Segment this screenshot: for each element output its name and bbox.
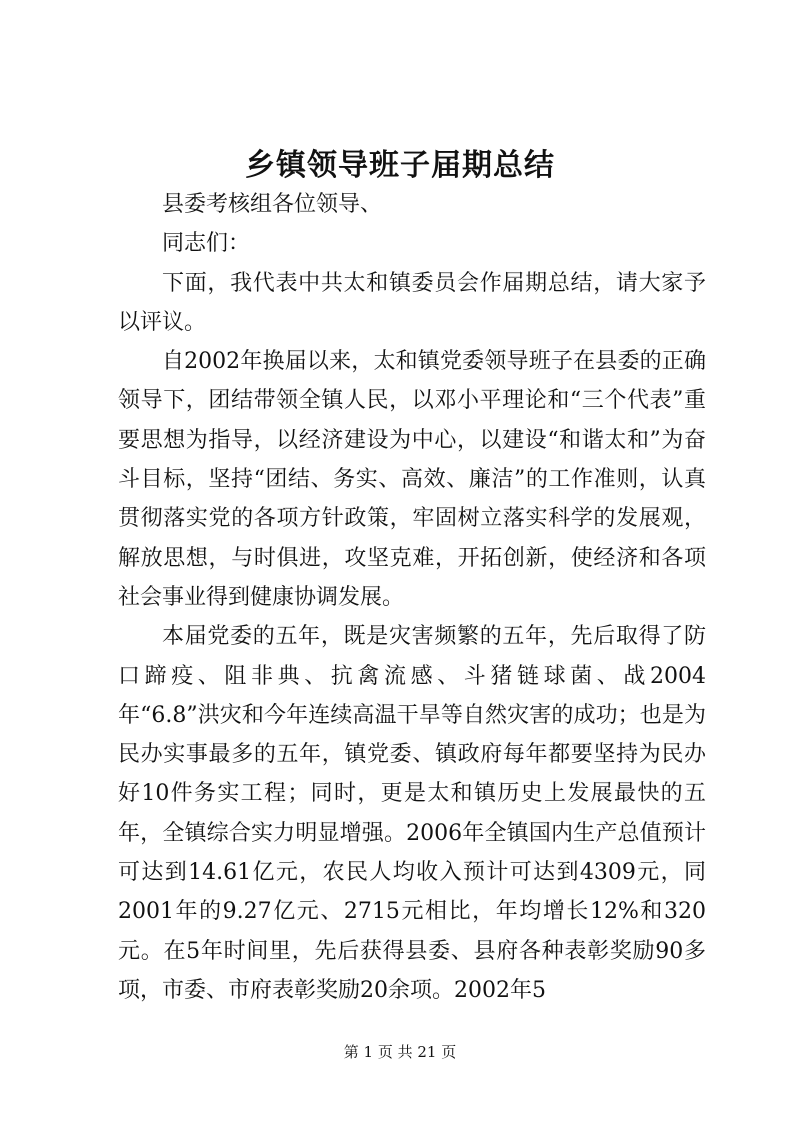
body-paragraph-1: 自2002年换届以来，太和镇党委领导班子在县委的正确领导下，团结带领全镇人民，以邓小平理论和“三个代表”重要思想为指导，以经济建设为中心，以建设“和谐太和”为奋斗目标，坚持“团结、务实、高效、廉洁”的工作准则，认真贯彻落实党的各项方针政策，牢固树立落实科学的发展观，解放思想，与时俱进，攻坚克难，开拓创新，使经济和各项社会事业得到健康协调发展。 (118, 349, 706, 610)
body-paragraph-2: 本届党委的五年，既是灾害频繁的五年，先后取得了防口蹄疫、阻非典、抗禽流感、斗猪链球菌、战2004年“6.8”洪灾和今年连续高温干旱等自然灾害的成功；也是为民办实事最多的五年，镇党委、镇政府每年都要坚持为民办好10件务实工程；同时，更是太和镇历史上发展最快的五年，全镇综合实力明显增强。2006年全镇国内生产总值预计可达到14.61亿元，农民人均收入预计可达到4309元，同2001年的9.27亿元、2715元相比，年均增长12%和320元。在5年时间里，先后获得县委、县府各种表彰奖励90多项，市委、市府表彰奖励20余项。2002年5 (118, 624, 706, 1003)
salutation-line-2: 同志们： (162, 231, 251, 257)
salutation-line-1: 县委考核组各位领导、 (162, 192, 383, 217)
document-title: 乡镇领导班子届期总结 (245, 148, 555, 183)
document-body (118, 185, 706, 1010)
intro-paragraph: 下面，我代表中共太和镇委员会作届期总结，请大家予以评议。 (118, 270, 706, 335)
page-number: 第 1 页 共 21 页 (343, 1043, 457, 1061)
